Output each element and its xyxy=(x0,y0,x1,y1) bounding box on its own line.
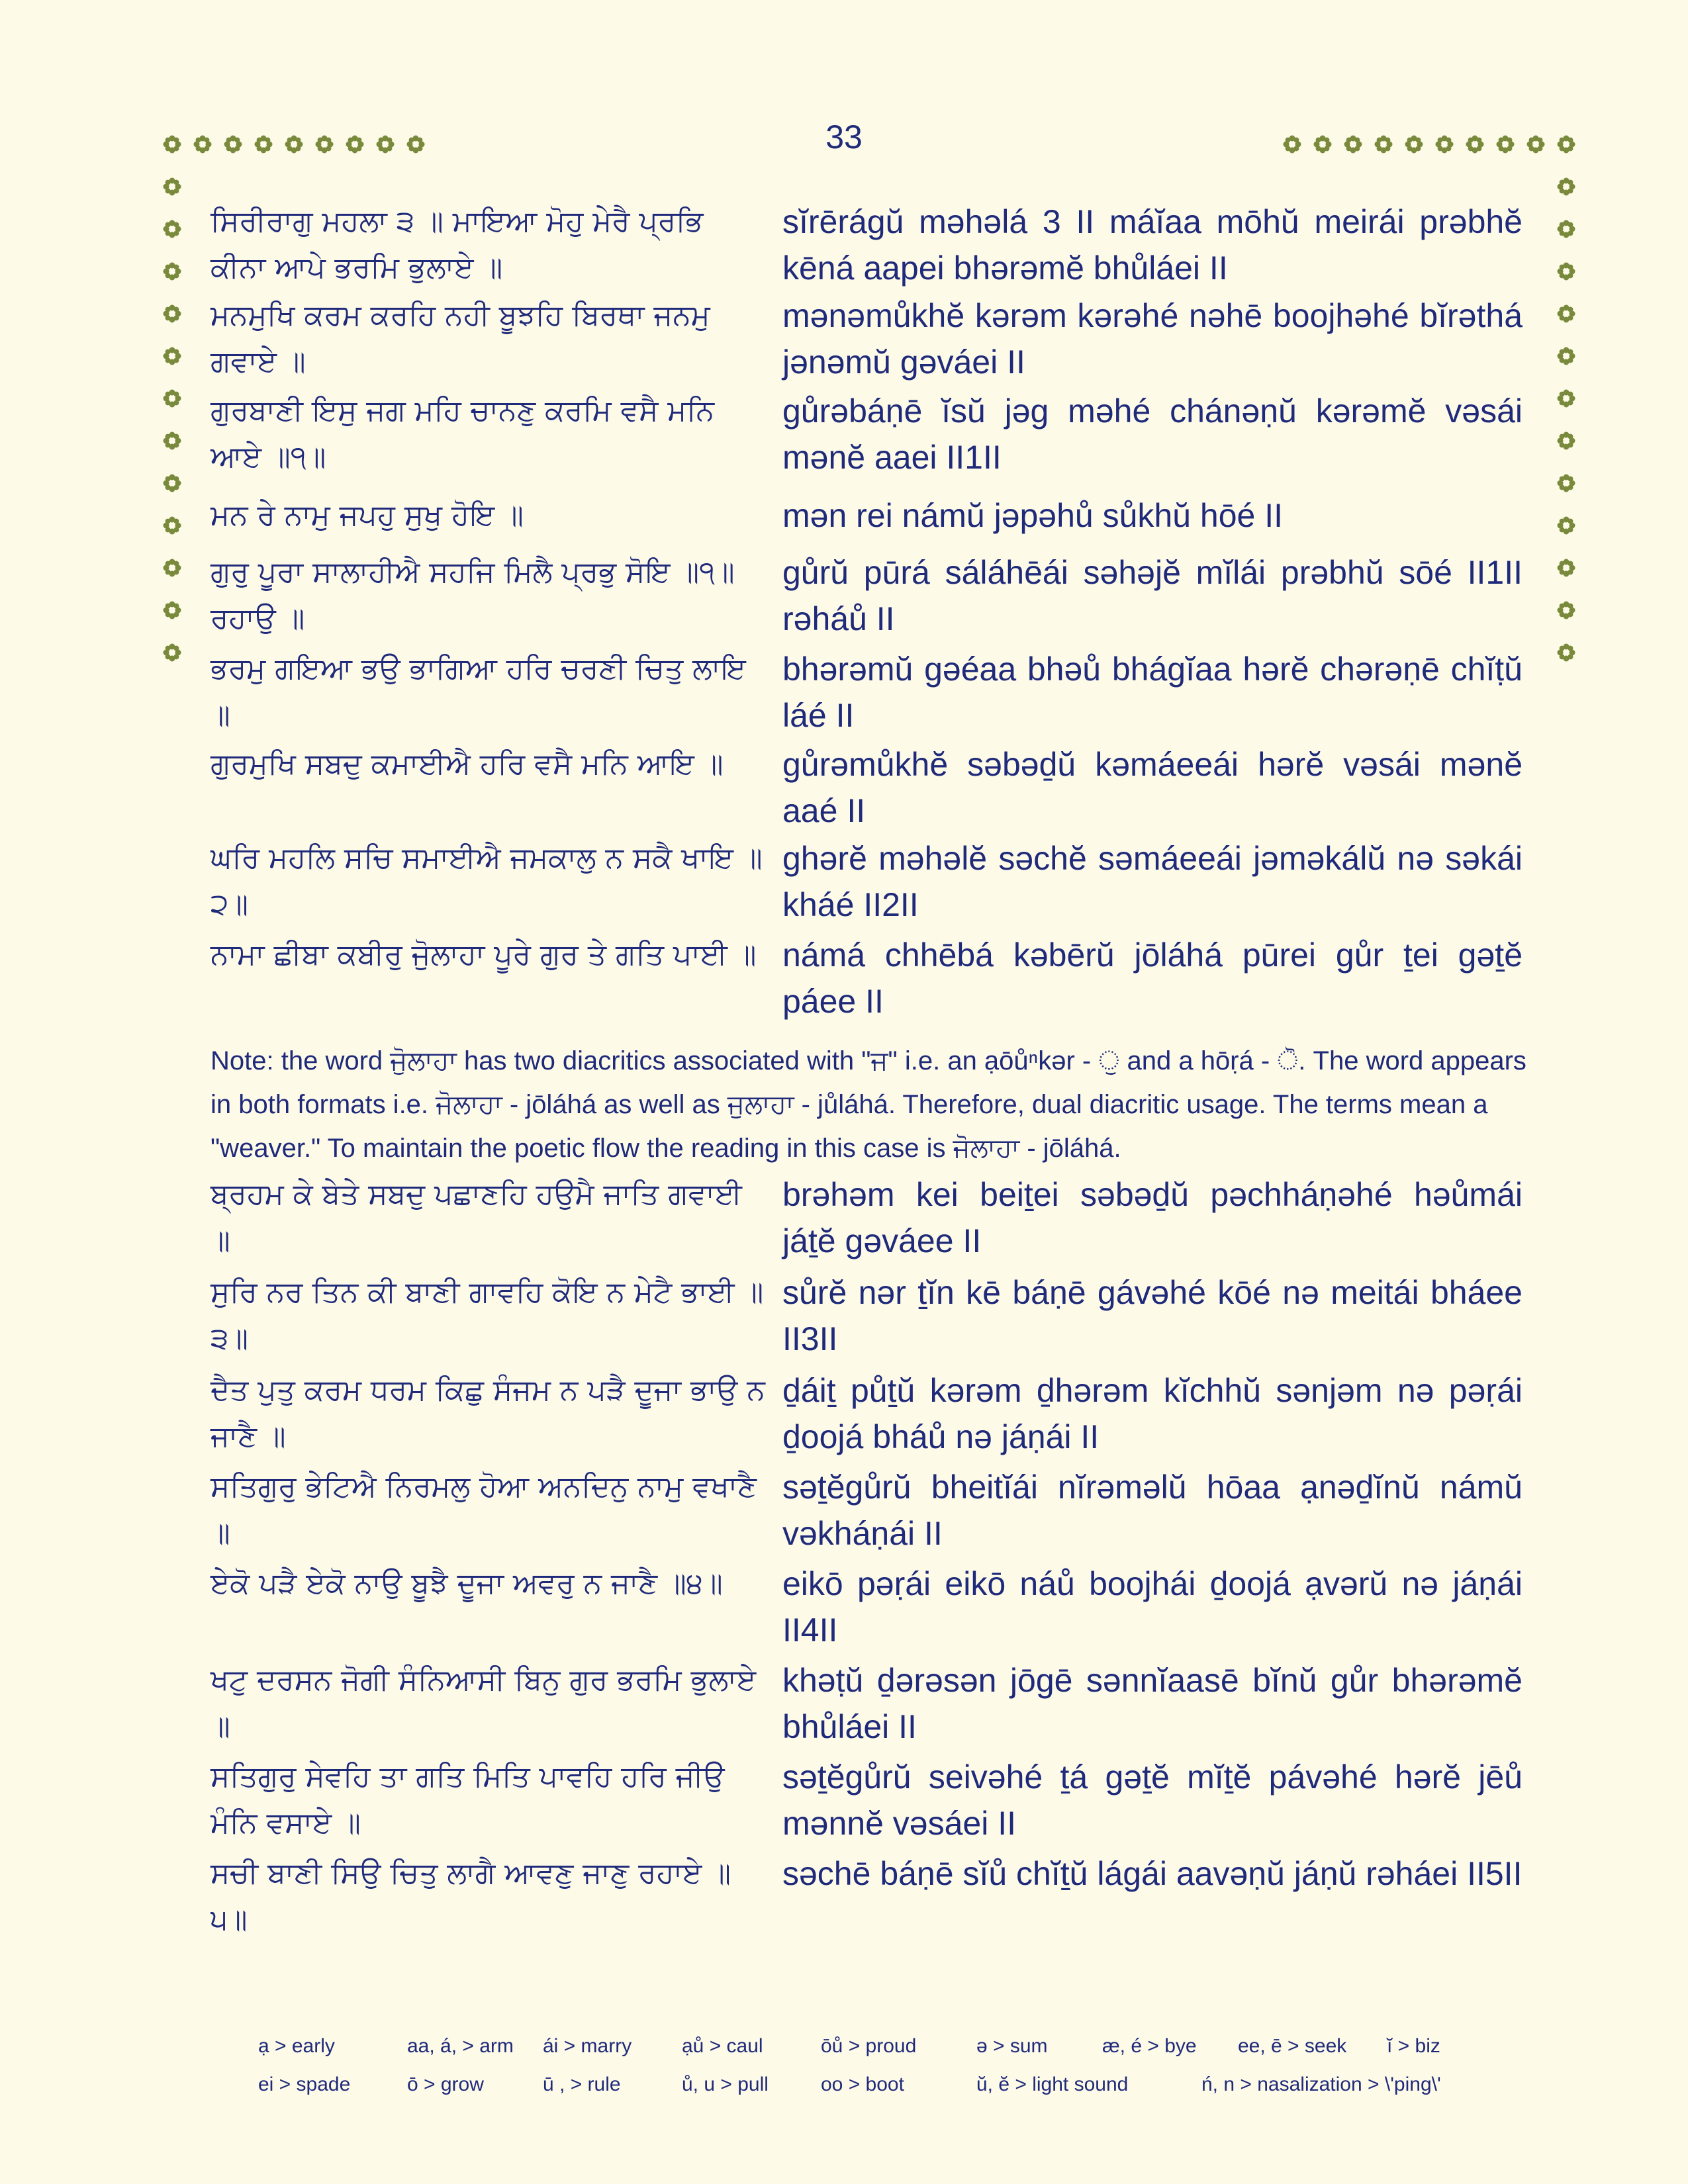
transliteration-line: mənəmůkhĕ kərəm kərəhé nəhē boojhəhé bĭrəthá jənəmŭ gəváei II xyxy=(782,297,1523,381)
transliteration-line: bhərəmŭ gəéaa bhəů bhágĭaa hərĕ chərəṇē chĭṭŭ láé II xyxy=(782,651,1523,734)
legend-entry: aa, á, > arm xyxy=(407,2035,514,2057)
transliteration-line: sĭrērágŭ məhəlá 3 II máĭaa mōhŭ meirái prəbhĕ kēná aapei bhərəmĕ bhůláei II xyxy=(782,203,1523,287)
legend-entry: ə > sum xyxy=(976,2035,1048,2057)
legend-entry: ạů > caul xyxy=(682,2035,763,2057)
gurmukhi-line: ਮਨ ਰੇ ਨਾਮੁ ਜਪਹੁ ਸੁਖੁ ਹੋਇ ॥ xyxy=(211,498,524,532)
gurmukhi-line: ਗੁਰੁ ਪੂਰਾ ਸਾਲਾਹੀਐ ਸਹਜਿ ਮਿਲੈ ਪ੍ਰਭੁ ਸੋਇ ॥੧॥ ਰਹਾਉ ॥ xyxy=(211,555,735,635)
flower-icon xyxy=(1557,601,1575,619)
flower-icon xyxy=(163,220,181,238)
flower-icon xyxy=(163,474,181,492)
legend-entry: æ, é > bye xyxy=(1102,2035,1197,2057)
flower-icon xyxy=(163,601,181,619)
flower-icon xyxy=(163,347,181,365)
transliteration-line: səchē báṇē sĭů chĭṯŭ lágái aavəṇŭ jáṇŭ rəháei II5II xyxy=(782,1855,1523,1892)
transliteration-line: səṯĕgůrŭ bheitĭái nĭrəməlŭ hōaa ạnəḏĭnŭ námŭ vəkháṇái II xyxy=(782,1469,1523,1552)
gurmukhi-line: ਸੁਰਿ ਨਰ ਤਿਨ ਕੀ ਬਾਣੀ ਗਾਵਹਿ ਕੋਇ ਨ ਮੇਟੈ ਭਾਈ ॥੩॥ xyxy=(211,1275,764,1355)
flower-icon xyxy=(1557,389,1575,408)
flower-icon xyxy=(163,177,181,196)
gurmukhi-line: ਏਕੋ ਪੜੈ ਏਕੋ ਨਾਉ ਬੂਝੈ ਦੂਜਾ ਅਵਰੁ ਨ ਜਾਣੈ ॥੪॥ xyxy=(211,1567,723,1600)
transliteration-line: eikō pəṛái eikō náů boojhái ḏoojá ạvərŭ nə jáṇái II4II xyxy=(782,1565,1523,1649)
flower-icon xyxy=(163,559,181,577)
diacritic-note: Note: the word ਜੁੋਲਾਹਾ has two diacritics associated with "ਜ" i.e. an ạōůⁿkər - ੁ and a hōṛá - ੋ. The word appears in both formats i.e. ਜੋਲਾਹਾ - jōláhá as well as ਜੁਲਾਹਾ - jůláhá. Therefore, dual diacritic usage. The terms mean a "weaver." To maintain the poetic flow the reading in this case is ਜੋਲਾਹਾ - jōláhá. xyxy=(211,1046,1526,1163)
legend-entry: ōů > proud xyxy=(821,2035,917,2057)
flower-icon xyxy=(163,389,181,408)
flower-icon xyxy=(1557,474,1575,492)
page-number: 33 xyxy=(825,118,863,156)
flower-icon xyxy=(163,643,181,662)
flower-icon xyxy=(1557,516,1575,535)
transliteration-line: brəhəm kei beiṯei səbəḏŭ pəchháṇəhé həůmái jáṯĕ gəváee II xyxy=(782,1176,1523,1259)
flower-icon xyxy=(1557,177,1575,196)
legend-entry: ů, u > pull xyxy=(682,2073,769,2095)
flower-icon xyxy=(1557,304,1575,323)
flower-icon xyxy=(163,432,181,450)
flower-icon xyxy=(163,262,181,281)
legend-entry: ŭ, ĕ > light sound xyxy=(976,2073,1129,2095)
gurmukhi-line: ਸਤਿਗੁਰੁ ਭੇਟਿਐ ਨਿਰਮਲੁ ਹੋਆ ਅਨਦਿਨੁ ਨਾਮੁ ਵਖਾਣੈ ॥ xyxy=(211,1470,757,1550)
flower-icon xyxy=(1557,220,1575,238)
legend-entry: ạ > early xyxy=(258,2035,335,2057)
gurmukhi-line: ਸਚੀ ਬਾਣੀ ਸਿਉ ਚਿਤੁ ਲਾਗੈ ਆਵਣੁ ਜਾਣੁ ਰਹਾਏ ॥੫॥ xyxy=(211,1856,731,1936)
legend-entry: oo > boot xyxy=(821,2073,904,2095)
gurmukhi-line: ਮਨਮੁਖਿ ਕਰਮ ਕਰਹਿ ਨਹੀ ਬੂਝਹਿ ਬਿਰਥਾ ਜਨਮੁ ਗਵਾਏ ॥ xyxy=(211,298,710,379)
transliteration-line: námá chhēbá kəbērŭ jōláhá pūrei gůr ṯei gəṯĕ páee II xyxy=(782,936,1523,1020)
gurmukhi-line: ਨਾਮਾ ਛੀਬਾ ਕਬੀਰੁ ਜੁੋਲਾਹਾ ਪੂਰੇ ਗੁਰ ਤੇ ਗਤਿ ਪਾਈ ॥ xyxy=(211,938,757,972)
legend-entry: ĭ > biz xyxy=(1387,2035,1440,2057)
transliteration-line: gůrŭ pūrá sáláhēái səhəjĕ mĭlái prəbhŭ sōé II1II rəháů II xyxy=(782,554,1523,637)
legend-entry: ō > grow xyxy=(407,2073,484,2095)
gurmukhi-line: ਸਿਰੀਰਾਗੁ ਮਹਲਾ ੩ ॥ ਮਾਇਆ ਮੋਹੁ ਮੇਰੈ ਪ੍ਰਭਿ ਕੀਨਾ ਆਪੇ ਭਰਮਿ ਭੁਲਾਏ ॥ xyxy=(211,205,704,285)
flower-icon xyxy=(1557,643,1575,662)
flower-icon xyxy=(163,516,181,535)
flower-icon xyxy=(1557,432,1575,450)
gurmukhi-line: ਭਰਮੁ ਗਇਆ ਭਉ ਭਾਗਿਆ ਹਰਿ ਚਰਣੀ ਚਿਤੁ ਲਾਇ ॥ xyxy=(211,652,746,732)
legend-entry: ái > marry xyxy=(543,2035,632,2057)
flower-icon xyxy=(1557,262,1575,281)
transliteration-line: gůrəbáṇē ĭsŭ jəg məhé chánəṇŭ kərəmĕ vəsái mənĕ aaei II1II xyxy=(782,392,1523,476)
legend-entry: ei > spade xyxy=(258,2073,351,2095)
transliteration-line: ghərĕ məhəlĕ səchĕ səmáeeái jəməkálŭ nə səkái kháé II2II xyxy=(782,840,1523,923)
gurmukhi-line: ਦੈਤ ਪੁਤੁ ਕਰਮ ਧਰਮ ਕਿਛੁ ਸੰਜਮ ਨ ਪੜੈ ਦੂਜਾ ਭਾਉ ਨ ਜਾਣੈ ॥ xyxy=(211,1373,765,1453)
transliteration-line: sůrĕ nər ṯĭn kē báṇē gávəhé kōé nə meitái bháee II3II xyxy=(782,1274,1523,1357)
legend-entry: ū , > rule xyxy=(543,2073,621,2095)
gurmukhi-line: ਗੁਰਬਾਣੀ ਇਸੁ ਜਗ ਮਹਿ ਚਾਨਣੁ ਕਰਮਿ ਵਸੈ ਮਨਿ ਆਏ ॥੧॥ xyxy=(211,394,715,474)
gurmukhi-line: ਸਤਿਗੁਰੁ ਸੇਵਹਿ ਤਾ ਗਤਿ ਮਿਤਿ ਪਾਵਹਿ ਹਰਿ ਜੀਉ ਮੰਨਿ ਵਸਾਏ ॥ xyxy=(211,1760,725,1840)
gurmukhi-line: ਬ੍ਰਹਮ ਕੇ ਬੇਤੇ ਸਬਦੁ ਪਛਾਣਹਿ ਹਉਮੈ ਜਾਤਿ ਗਵਾਈ ॥ xyxy=(211,1177,742,1257)
transliteration-line: ḏáiṯ půṯŭ kərəm ḏhərəm kĭchhŭ sənjəm nə pəṛái ḏoojá bháů nə jáṇái II xyxy=(782,1372,1523,1455)
legend-entry: ń, n > nasalization > \'ping\' xyxy=(1201,2073,1441,2095)
gurmukhi-line: ਖਟੁ ਦਰਸਨ ਜੋਗੀ ਸੰਨਿਆਸੀ ਬਿਨੁ ਗੁਰ ਭਰਮਿ ਭੁਲਾਏ ॥ xyxy=(211,1663,757,1743)
transliteration-line: səṯĕgůrŭ seivəhé ṯá gəṯĕ mĭṯĕ pávəhé hərĕ jēů mənnĕ vəsáei II xyxy=(782,1758,1523,1842)
flower-icon xyxy=(163,304,181,323)
gurmukhi-line: ਗੁਰਮੁਖਿ ਸਬਦੁ ਕਮਾਈਐ ਹਰਿ ਵਸੈ ਮਨਿ ਆਇ ॥ xyxy=(211,747,724,781)
transliteration-line: gůrəmůkhĕ səbəḏŭ kəmáeeái hərĕ vəsái mənĕ aaé II xyxy=(782,746,1523,829)
flower-icon xyxy=(1557,559,1575,577)
transliteration-line: mən rei námŭ jəpəhů sůkhŭ hōé II xyxy=(782,497,1284,534)
flower-icon xyxy=(1557,347,1575,365)
legend-entry: ee, ē > seek xyxy=(1238,2035,1347,2057)
transliteration-line: khəṭŭ ḏərəsən jōgē sənnĭaasē bĭnŭ gůr bhərəmĕ bhůláei II xyxy=(782,1662,1523,1745)
gurmukhi-line: ਘਰਿ ਮਹਲਿ ਸਚਿ ਸਮਾਈਐ ਜਮਕਾਲੁ ਨ ਸਕੈ ਖਾਇ ॥੨॥ xyxy=(211,841,763,921)
